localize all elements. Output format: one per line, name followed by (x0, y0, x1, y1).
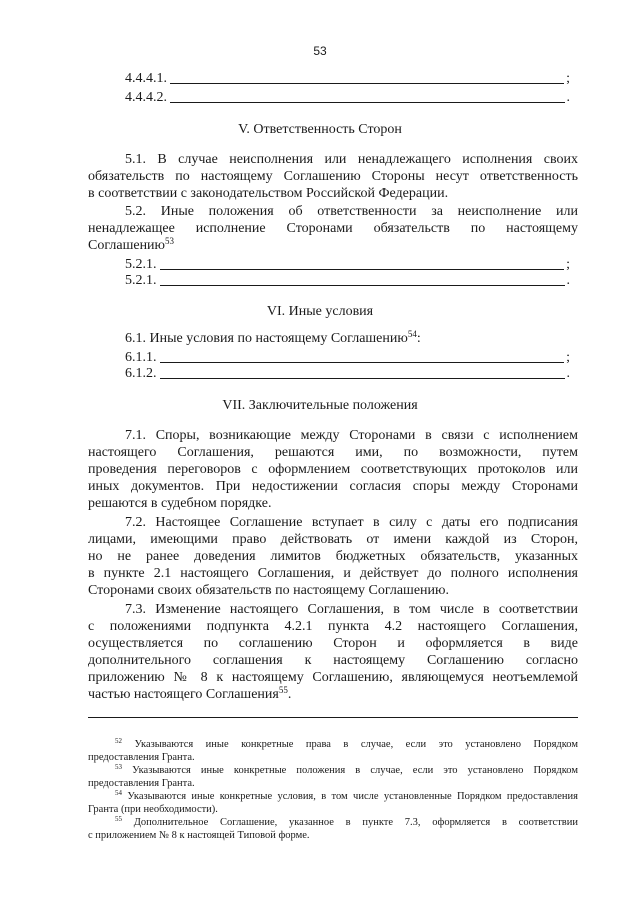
footnote-54-line: Гранта (при необходимости). (88, 804, 218, 815)
para-7-1-line: решаются в судебном порядке. (88, 496, 272, 511)
footnote-separator (88, 717, 578, 718)
para-7-2-line: 7.2. Настоящее Соглашение вступает в силу с даты его подписания (125, 515, 578, 530)
para-5-1-line: 5.1. В случае неисполнения или ненадлежащего исполнения своих (125, 152, 578, 167)
clause-end: . (566, 90, 570, 105)
footnote-number: 53 (115, 763, 122, 771)
clause-number: 5.2.1. (125, 257, 157, 272)
para-7-2-line: в пункте 2.1 настоящего Соглашения, и действует до полного исполнения (88, 566, 578, 581)
clause-6-1-1 (125, 349, 570, 366)
footnote-54-line: $^{54}$ Указываются иные конкретные условия, в том числе установленные Порядком предоставления (115, 789, 578, 802)
footnote-number: 54 (115, 789, 122, 797)
clause-5-2-1 (125, 256, 570, 273)
clause-number: 6.1.1. (125, 350, 157, 365)
para-5-1-line: в соответствии с законодательством Российской Федерации. (88, 186, 449, 201)
para-7-3-line: 7.3. Изменение настоящего Соглашения, в том числе в соответствии (125, 602, 578, 617)
clause-number: 6.1.2. (125, 366, 157, 381)
fill-in-blank (170, 101, 565, 103)
fill-in-blank (160, 284, 565, 286)
para-5-2-line: Соглашению$^{53}$ (88, 236, 175, 253)
fill-in-blank (160, 268, 565, 270)
para-7-1-line: проведения переговоров с оформлением соответствующих протоколов или (88, 462, 578, 477)
para-7-3-line: частью настоящего Соглашения$^{55}$. (88, 685, 292, 702)
footnote-53-line: предоставления Гранта. (88, 778, 195, 789)
footnote-52-line: предоставления Гранта. (88, 752, 195, 763)
fill-in-blank (170, 82, 564, 84)
para-7-2-line: но не ранее доведения лимитов бюджетных обязательств, указанных (88, 549, 578, 564)
section-5-heading: V. Ответственность Сторон (238, 122, 402, 137)
clause-end: . (566, 366, 570, 381)
clause-end: ; (566, 257, 570, 272)
clause-4-4-4-2 (125, 89, 570, 106)
para-5-1-line: обязательств по настоящему Соглашению Стороны несут ответственность (88, 169, 578, 184)
clause-number: 4.4.4.2. (125, 90, 167, 105)
footnote-55-line: с приложением № 8 к настоящей Типовой форме. (88, 830, 310, 841)
section-7-heading: VII. Заключительные положения (222, 398, 418, 413)
footnote-ref: 54 (407, 329, 417, 339)
para-7-3-line: дополнительного соглашения к настоящему Соглашению согласно (88, 653, 578, 668)
clause-end: . (566, 273, 570, 288)
clause-number: 5.2.1. (125, 273, 157, 288)
footnote-55-line: $^{55}$ Дополнительное Соглашение, указанное в пункте 7.3, оформляется в соответствии (115, 815, 578, 828)
fill-in-blank (160, 377, 565, 379)
para-7-2-line: Сторонами своих обязательств по настоящему Соглашению. (88, 583, 449, 598)
para-7-2-line: лицами, имеющими право действовать от имени каждой из Сторон, (88, 532, 578, 547)
clause-end: ; (566, 350, 570, 365)
para-5-2-line: 5.2. Иные положения об ответственности за неисполнение или (125, 204, 578, 219)
para-7-1-line: 7.1. Споры, возникающие между Сторонами в связи с исполнением (125, 428, 578, 443)
clause-5-2-1b (125, 272, 570, 289)
para-5-2-line: ненадлежащее исполнение Сторонами обязательств по настоящему (88, 221, 578, 236)
para-7-3-line: осуществляется по соглашению Сторон и оформляется в виде (88, 636, 578, 651)
clause-end: ; (566, 71, 570, 86)
para-6-1: 6.1. Иные условия по настоящему Соглашению$^{54}$: (125, 329, 421, 346)
fill-in-blank (160, 361, 565, 363)
footnote-number: 55 (115, 815, 122, 823)
page-number: 53 (313, 44, 327, 58)
para-7-1-line: иных документов. При недостижении согласия споры между Сторонами (88, 479, 578, 494)
footnote-ref: 53 (165, 236, 175, 246)
clause-4-4-4-1 (125, 70, 570, 87)
footnote-number: 52 (115, 737, 122, 745)
section-6-heading: VI. Иные условия (266, 304, 374, 319)
para-7-1-line: настоящего Соглашения, решаются ими, по возможности, путем (88, 445, 578, 460)
clause-6-1-2 (125, 365, 570, 382)
footnote-52-line: $^{52}$ Указываются иные конкретные права в случае, если это установлено Порядком (115, 737, 579, 750)
clause-number: 4.4.4.1. (125, 71, 167, 86)
footnote-ref: 55 (278, 685, 288, 695)
footnote-53-line: $^{53}$ Указываются иные конкретные положения в случае, если это установлено Порядком (115, 763, 578, 776)
para-7-3-line: с положениями подпункта 4.2.1 пункта 4.2 настоящего Соглашения, (88, 619, 578, 634)
para-7-3-line: приложению № 8 к настоящему Соглашению, являющемуся неотъемлемой (88, 670, 578, 685)
